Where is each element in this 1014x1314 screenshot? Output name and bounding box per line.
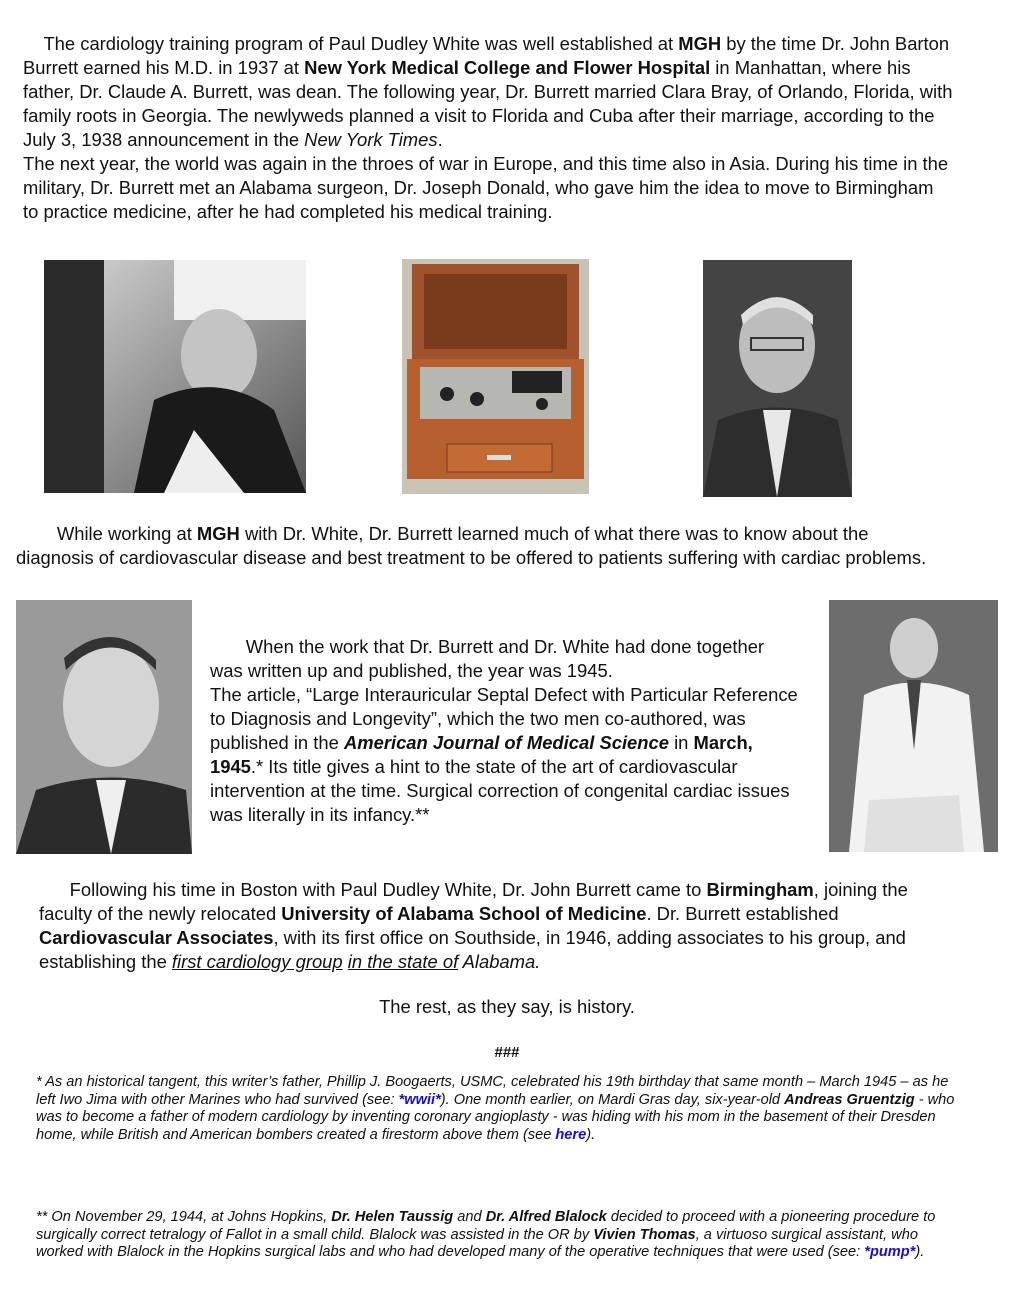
p3-journal: American Journal of Medical Science: [343, 732, 669, 753]
f1-gruentzig: Andreas Gruentzig: [784, 1091, 915, 1108]
p4-text-4: , with its first office on Southside, in 1946, adding associates to his group, and establishing the: [39, 927, 906, 972]
p3-text-3: in: [668, 732, 694, 753]
photo-burrett-white-coat: [829, 600, 998, 852]
f1-text-1: * As an historical tangent, this writer’s father, Phillip J. Boogaerts, USMC, celebrated his 19th birthday that same month – March 1945 – as he left Iwo Jima with other Marines who had survived (see:: [36, 1074, 949, 1108]
photo-burrett-young: [16, 600, 192, 854]
f2-thomas: Vivien Thomas: [593, 1226, 696, 1243]
f2-text-1: ** On November 29, 1944, at Johns Hopkins,: [36, 1209, 332, 1225]
section-divider: ###: [494, 1044, 520, 1061]
p3-date: March, 1945: [210, 732, 753, 777]
p2-text-2: with Dr. White, Dr. Burrett learned much of what there was to know about the diagnosis of cardiovascular disease and best treatment to be offered to patients suffering with cardiac problems.: [16, 523, 927, 568]
intro-paragraph: [23, 32, 953, 224]
p3-text-2: The article, “Large Interauricular Septal Defect with Particular Reference to Diagnosis and Longevity”, which the two men co-authored, was published in the: [210, 684, 798, 753]
p3-text-4: .* Its title gives a hint to the state of the art of cardiovascular intervention at the time. Surgical correction of congenital cardiac issues was literally in its infancy.**: [210, 756, 790, 825]
f1-text-4: ).: [586, 1126, 596, 1143]
here-link[interactable]: here: [555, 1126, 587, 1143]
photo-ecg-machine: [402, 259, 589, 494]
p4-cva: Cardiovascular Associates: [39, 927, 274, 948]
p1-text-4: .: [437, 129, 443, 150]
f2-text-2: and: [453, 1209, 486, 1225]
p4-text-2: , joining the faculty of the newly relocated: [39, 879, 908, 924]
p4-uab: University of Alabama School of Medicine: [281, 903, 647, 924]
pump-link[interactable]: *pump*: [864, 1244, 916, 1261]
p3-text-1: When the work that Dr. Burrett and Dr. White had done together was written up and published, the year was 1945.: [210, 636, 765, 681]
mgh-paragraph: [16, 522, 946, 570]
f2-text-4: , a virtuoso surgical assistant, who worked with Blalock in the Hopkins surgical labs and who had developed many of the operative techniques that were used (see:: [36, 1226, 918, 1261]
p1-mgh: MGH: [678, 33, 722, 54]
f2-taussig: Dr. Helen Taussig: [331, 1209, 454, 1225]
p1-nyt: New York Times: [304, 129, 438, 150]
f2-text-5: ).: [915, 1244, 925, 1261]
p1-text-2: by the time Dr. John Barton Burrett earned his M.D. in 1937 at: [23, 33, 950, 78]
closing-line: The rest, as they say, is history.: [379, 996, 635, 1017]
p4-birmingham: Birmingham: [706, 879, 814, 900]
birmingham-paragraph: [39, 878, 964, 974]
footnote-1: [36, 1074, 956, 1144]
p4-text-3: . Dr. Burrett established: [646, 903, 839, 924]
photo-white-portrait: [703, 260, 852, 497]
p4-text-1: Following his time in Boston with Paul Dudley White, Dr. John Burrett came to: [69, 879, 707, 900]
p1-nymc: New York Medical College and Flower Hospital: [304, 57, 711, 78]
p4-state: in the state of: [347, 951, 459, 972]
f2-blalock: Dr. Alfred Blalock: [485, 1209, 607, 1225]
p4-first-group: first cardiology group: [171, 951, 343, 972]
p2-mgh: MGH: [196, 523, 240, 544]
f1-text-2: ). One month earlier, on Mardi Gras day, six-year-old: [440, 1091, 785, 1108]
p1-text-1: The cardiology training program of Paul Dudley White was well established at: [43, 33, 679, 54]
footnote-2: [36, 1209, 956, 1262]
publication-paragraph: [210, 635, 800, 827]
p4-text-6: Alabama.: [458, 951, 541, 972]
p2-text-1: While working at: [56, 523, 197, 544]
p1-text-3: in Manhattan, where his father, Dr. Claude A. Burrett, was dean. The following year, Dr. Burrett married Clara Bray, of Orlando, Florida, with family roots in Georgia. The newlyweds planned a visit to Florida and Cuba after their marriage, according to the July 3, 1938 announcement in the: [23, 57, 953, 150]
f2-text-3: decided to proceed with a pioneering procedure to surgically correct tetralogy of Fallot in a small child. Blalock was assisted in the OR by: [36, 1209, 936, 1243]
wwii-link[interactable]: *wwii*: [398, 1091, 441, 1108]
photo-white-stethoscope: [44, 260, 306, 493]
p1-text-5: The next year, the world was again in the throes of war in Europe, and this time also in Asia. During his time in the military, Dr. Burrett met an Alabama surgeon, Dr. Joseph Donald, who gave him the idea to move to Birmingham to practice medicine, after he had completed his medical training.: [23, 153, 949, 222]
f1-text-3: - who was to become a father of modern cardiology by inventing coronary angioplasty - was hiding with his mom in the basement of their Dresden home, while British and American bombers created a firestorm above them (see: [36, 1091, 955, 1143]
